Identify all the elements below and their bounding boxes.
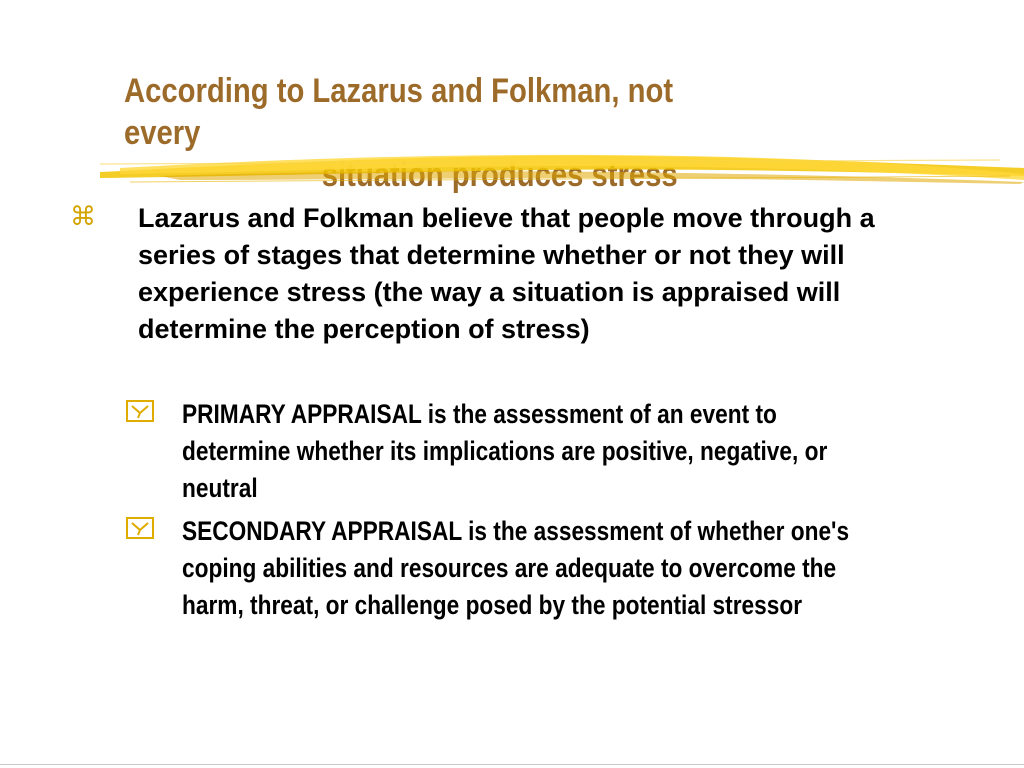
- check-box-icon: [126, 400, 154, 422]
- bottom-divider: [0, 764, 1024, 765]
- sub-bullet-text: PRIMARY APPRAISAL is the assessment of an event to determine whether its implications are positive, negative, or neutral: [182, 399, 828, 503]
- main-bullet-text: Lazarus and Folkman believe that people move through a series of stages that determine whether or not they will experience stress (the way a situation is appraised will determine the perception of stress): [138, 203, 875, 344]
- brush-stroke-underline: [100, 146, 1024, 190]
- check-box-icon: [126, 517, 154, 539]
- command-key-icon: ⌘: [70, 202, 96, 232]
- slide-title-line1: According to Lazarus and Folkman, not every: [124, 72, 674, 152]
- sub-bullet-text: SECONDARY APPRAISAL is the assessment of whether one's coping abilities and resources are adequate to overcome the harm, threat, or challenge posed by the potential stressor: [182, 516, 850, 620]
